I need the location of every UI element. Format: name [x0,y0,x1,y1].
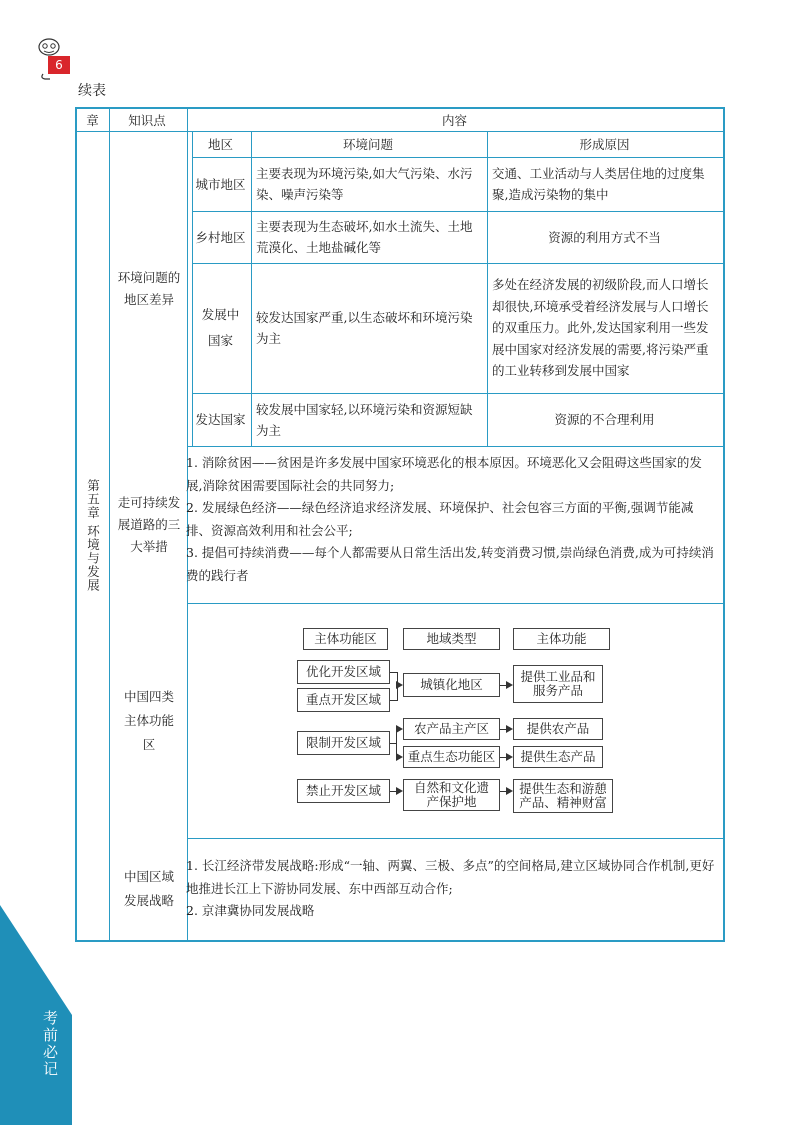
arrow-icon [506,681,513,689]
problem-cell: 较发展中国家轻,以环境污染和资源短缺为主 [256,401,473,438]
zone-box: 禁止开发区域 [297,779,390,803]
region-cell: 乡村地区 [195,229,246,245]
list-item: 1. 消除贫困——贫困是许多发展中国家环境恶化的根本原因。环境恶化又会阻碍这些国家的发展,消除贫困需要国际社会的共同努力; [186,455,702,493]
arrow-icon [506,725,513,733]
problem-cell: 较发达国家严重,以生态破坏和环境污染为主 [256,310,473,346]
function-box: 提供生态产品 [513,746,603,768]
region-cell: 城市地区 [195,176,246,192]
region-cell: 发达国家 [195,412,246,427]
arrow-icon [396,787,403,795]
type-box: 农产品主产区 [403,718,500,740]
header-chapter: 章 [86,112,99,128]
type-box: 重点生态功能区 [403,746,500,768]
cause-cell: 交通、工业活动与人类居住地的过度集聚,造成污染物的集中 [492,166,705,202]
diagram-header: 主体功能区 [303,628,388,650]
header-content: 内容 [441,112,467,128]
topic-regional-strategy: 中国区域发展战略 [123,869,174,908]
list-item: 2. 京津冀协同发展战略 [186,903,315,918]
region-cell: 发展中国家 [201,307,240,348]
arrow-icon [396,725,403,733]
side-band [0,905,72,1125]
header-knowledge: 知识点 [128,112,166,128]
problem-cell: 主要表现为生态破坏,如水土流失、土地荒漠化、土地盐碱化等 [256,219,473,255]
list-item: 3. 提倡可持续消费——每个人都需要从日常生活出发,转变消费习惯,崇尚绿色消费,成为可持续消费的践行者 [186,545,714,583]
topic-functional-zones: 中国四类主体功能区 [123,688,174,752]
subheader-region: 地区 [207,136,233,152]
page-number: 6 [48,56,70,74]
zone-box: 限制开发区域 [297,731,390,755]
cause-cell: 多处在经济发展的初级阶段,而人口增长却很快,环境承受着经济发展与人口增长的双重压力。此外,发达国家利用一些发展中国家对经济发展的需要,将污染严重的工业转移到发展中国家 [492,277,709,379]
diagram-header: 地域类型 [403,628,500,650]
continued-label: 续表 [78,83,106,99]
function-box: 提供生态和游憩产品、精神财富 [513,779,613,813]
cause-cell: 资源的不合理利用 [554,412,655,427]
strategy-list [186,855,717,923]
subheader-problem: 环境问题 [342,136,393,152]
subheader-cause: 形成原因 [579,136,630,152]
cause-cell: 资源的利用方式不当 [548,229,661,245]
zone-box: 优化开发区域 [297,660,390,684]
list-item: 1. 长江经济带发展战略:形成“一轴、两翼、三极、多点”的空间格局,建立区域协同合作机制,更好地推进长江上下游协同发展、东中西部互动合作; [186,858,715,896]
topic-sustainable: 走可持续发展道路的三大举措 [117,494,181,554]
type-box: 城镇化地区 [403,673,500,697]
arrow-icon [396,681,403,689]
side-label: 考前必记 [41,1010,59,1078]
list-item: 2. 发展绿色经济——绿色经济追求经济发展、环境保护、社会包容三方面的平衡,强调节能减排、资源高效利用和社会公平; [186,500,694,538]
chapter-name: 第五章 环境与发展 [85,479,101,592]
arrow-icon [506,753,513,761]
diagram-header: 主体功能 [513,628,610,650]
function-box: 提供工业品和服务产品 [513,665,603,703]
sustainable-list [186,452,717,587]
arrow-icon [506,787,513,795]
function-box: 提供农产品 [513,718,603,740]
zone-box: 重点开发区域 [297,688,390,712]
chapter-cell [77,131,108,940]
type-box: 自然和文化遗产保护地 [403,779,500,811]
topic-regional: 环境问题的地区差异 [117,269,181,307]
problem-cell: 主要表现为环境污染,如大气污染、水污染、噪声污染等 [256,166,473,202]
arrow-icon [396,753,403,761]
